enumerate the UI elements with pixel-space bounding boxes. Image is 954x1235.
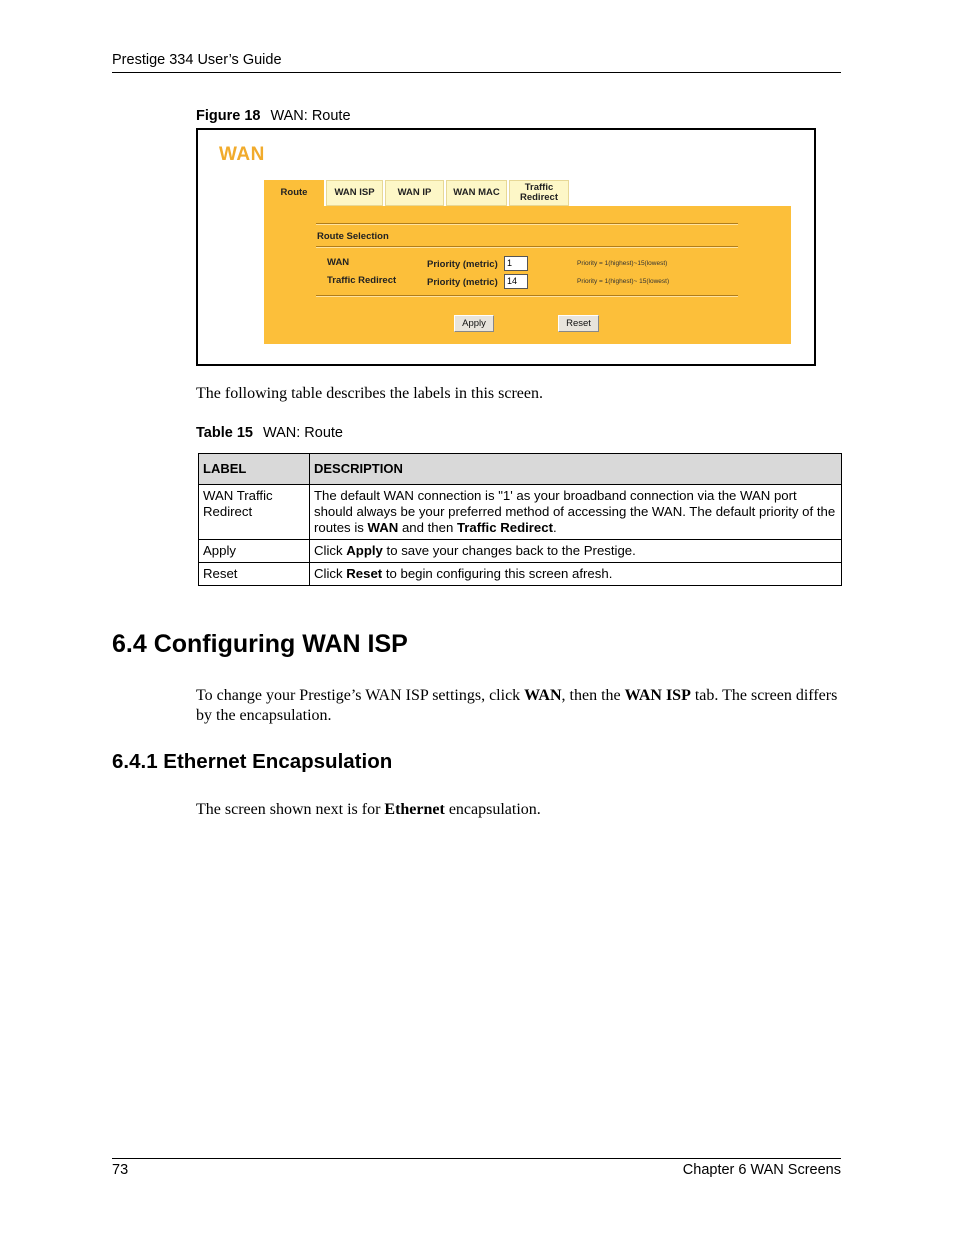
figure-caption-text: WAN: Route: [270, 108, 351, 124]
traffic-redirect-priority-input[interactable]: 14: [504, 274, 528, 289]
row-label: Apply: [199, 540, 310, 563]
wan-route-screenshot: [196, 128, 816, 366]
apply-button[interactable]: Apply: [454, 315, 494, 332]
table-caption-text: WAN: Route: [262, 425, 343, 441]
intro-paragraph: The following table describes the labels in this screen.: [196, 385, 544, 402]
table-caption: [196, 425, 343, 441]
route-panel: [264, 206, 791, 344]
header-rule: [112, 72, 841, 73]
section-title: Route Selection: [317, 231, 389, 242]
route-name-wan: WAN: [327, 257, 350, 268]
tab-bar: [264, 180, 571, 206]
table-row: [199, 563, 842, 586]
priority-hint: Priority = 1(highest)~15(lowest): [577, 260, 668, 267]
tab-wan-mac[interactable]: WAN MAC: [446, 180, 507, 206]
subsection-heading: 6.4.1 Ethernet Encapsulation: [112, 750, 393, 773]
figure-caption: [196, 108, 351, 124]
divider: [316, 223, 738, 225]
section-heading: 6.4 Configuring WAN ISP: [112, 630, 408, 658]
figure-caption-label: Figure 18: [196, 108, 261, 124]
row-label: WAN Traffic Redirect: [199, 485, 310, 540]
label-description-table: [198, 453, 842, 586]
divider: [316, 295, 738, 297]
column-header-label: LABEL: [199, 454, 310, 485]
page-number: 73: [112, 1162, 129, 1178]
route-name-traffic-redirect: Traffic Redirect: [327, 275, 397, 286]
priority-label: Priority (metric): [427, 277, 498, 288]
row-label: Reset: [199, 563, 310, 586]
running-header-title: Prestige 334 User’s Guide: [112, 52, 282, 68]
table-header-row: [199, 454, 842, 485]
column-header-description: DESCRIPTION: [310, 454, 842, 485]
reset-button[interactable]: Reset: [558, 315, 599, 332]
priority-label: Priority (metric): [427, 259, 498, 270]
table-row: [199, 540, 842, 563]
screen-title: WAN: [219, 144, 265, 165]
row-description: Click Reset to begin configuring this screen afresh.: [310, 563, 842, 586]
tab-traffic-redirect[interactable]: Traffic Redirect: [509, 180, 569, 206]
subsection-paragraph: The screen shown next is for Ethernet encapsulation.: [196, 801, 541, 818]
tab-wan-isp[interactable]: WAN ISP: [326, 180, 383, 206]
tab-route[interactable]: Route: [264, 180, 324, 206]
chapter-title: Chapter 6 WAN Screens: [682, 1162, 841, 1178]
table-row: [199, 485, 842, 540]
table-caption-label: Table 15: [196, 425, 253, 441]
row-description: The default WAN connection is "1' as your broadband connection via the WAN port should always be your preferred method of accessing the WAN. The default priority of the routes is WAN and then Traffic Redirect.: [310, 485, 842, 540]
divider: [316, 246, 738, 248]
row-description: Click Apply to save your changes back to the Prestige.: [310, 540, 842, 563]
section-paragraph: To change your Prestige’s WAN ISP settings, click WAN, then the WAN ISP tab. The screen differs by the encapsulation.: [196, 687, 838, 724]
wan-priority-input[interactable]: 1: [504, 256, 528, 271]
priority-hint: Priority = 1(highest)~ 15(lowest): [577, 278, 670, 285]
tab-wan-ip[interactable]: WAN IP: [385, 180, 444, 206]
footer-rule: [112, 1158, 841, 1159]
